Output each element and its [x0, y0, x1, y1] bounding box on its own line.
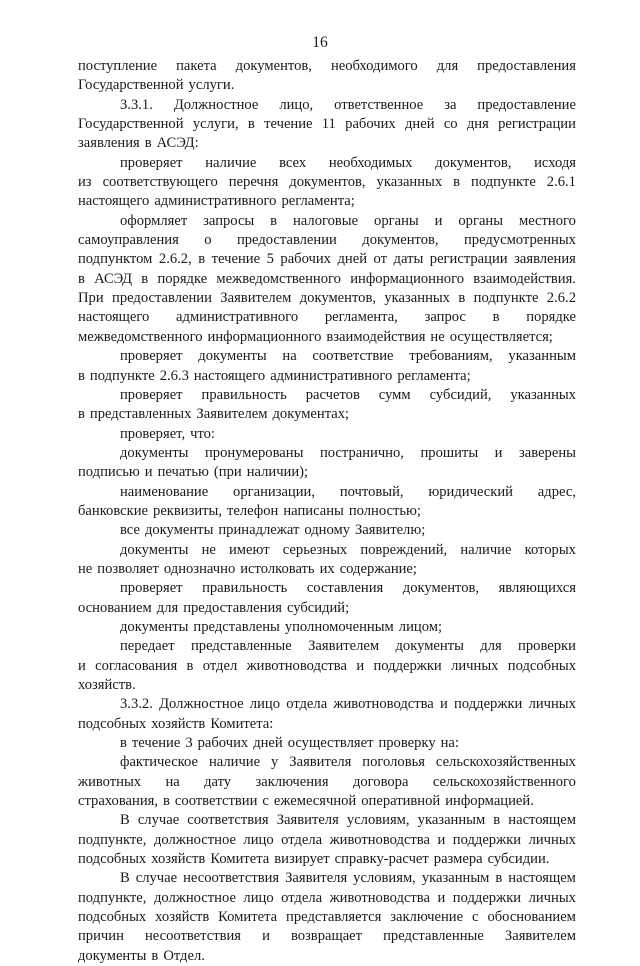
text-line: банковские реквизиты, телефон написаны полностью; — [78, 502, 421, 519]
text-line: подсобных хозяйств Комитета представляется заключение с обоснованием — [78, 909, 576, 926]
text-line: хозяйств. — [78, 677, 136, 693]
text-line: проверяет, что: — [120, 425, 215, 442]
text-line: При предоставлении Заявителем документов, указанных в подпункте 2.6.2 — [78, 290, 576, 307]
text-line: поступление пакета документов, необходимого для предоставления — [78, 58, 576, 74]
text-line: настоящего административного регламента, запрос в порядке — [78, 309, 576, 326]
text-line: передает представленные Заявителем документы для проверки — [120, 638, 576, 655]
text-line: В случае несоответствия Заявителя условиям, указанным в настоящем — [120, 870, 576, 887]
text-line: 3.3.1. Должностное лицо, ответственное за предоставление — [120, 96, 576, 113]
text-line: подсобных хозяйств Комитета визирует справку-расчет размера субсидии. — [78, 851, 550, 868]
text-line: из соответствующего перечня документов, указанных в подпункте 2.6.1 — [78, 174, 576, 191]
text-line: документы представлены уполномоченным лицом; — [120, 618, 443, 635]
text-line: проверяет правильность составления документов, являющихся — [120, 580, 576, 597]
text-line: страхования, в соответствии с ежемесячной оперативной информацией. — [78, 793, 534, 810]
text-line: в подпункте 2.6.3 настоящего административного регламента; — [78, 367, 471, 384]
text-line: все документы принадлежат одному Заявителю; — [120, 522, 426, 539]
text-line: наименование организации, почтовый, юридический адрес, — [120, 483, 576, 500]
text-line: 3.3.2. Должностное лицо отдела животноводства и поддержки личных — [120, 696, 576, 713]
text-line: заявления в АСЭД: — [78, 135, 199, 152]
text-line: в течение 3 рабочих дней осуществляет проверку на: — [120, 735, 459, 752]
text-line: основанием для предоставления субсидий; — [78, 599, 350, 616]
text-line: настоящего административного регламента; — [78, 193, 355, 210]
text-line: проверяет наличие всех необходимых документов, исходя — [120, 154, 576, 171]
text-line: документы в Отдел. — [78, 947, 205, 964]
text-line: причин несоответствия и возвращает представленные Заявителем — [78, 928, 576, 945]
text-line: Государственной услуги. — [78, 77, 235, 94]
text-line: подпунктом 2.6.2, в течение 5 рабочих дней от даты регистрации заявления — [78, 251, 576, 268]
text-line: и согласования в отдел животноводства и поддержки личных подсобных — [78, 657, 576, 674]
text-line: подпункте, должностное лицо отдела животноводства и поддержки личных — [78, 831, 576, 848]
text-line: проверяет документы на соответствие требованиям, указанным — [120, 348, 576, 365]
text-line: подсобных хозяйств Комитета: — [78, 715, 274, 732]
text-line: Государственной услуги, в течение 11 рабочих дней со дня регистрации — [78, 116, 576, 133]
document-text — [78, 57, 576, 966]
page-number: 16 — [312, 34, 328, 51]
text-line: документы не имеют серьезных повреждений, наличие которых — [120, 541, 576, 558]
text-line: оформляет запросы в налоговые органы и органы местного — [120, 212, 576, 229]
text-line: животных на дату заключения договора сельскохозяйственного — [78, 773, 576, 790]
text-line: подписью и печатью (при наличии); — [78, 464, 309, 481]
text-line: в АСЭД в порядке межведомственного информационного взаимодействия. — [78, 270, 576, 287]
text-line: в представленных Заявителем документах; — [78, 406, 350, 423]
text-line: межведомственного информационного взаимодействия не осуществляется; — [78, 328, 553, 345]
text-line: документы пронумерованы постранично, прошиты и заверены — [120, 444, 576, 461]
text-line: подпункте, должностное лицо отдела животноводства и поддержки личных — [78, 889, 576, 906]
text-line: фактическое наличие у Заявителя поголовья сельскохозяйственных — [120, 754, 576, 771]
text-line: самоуправления о предоставлении документов, предусмотренных — [78, 232, 576, 249]
text-line: проверяет правильность расчетов сумм субсидий, указанных — [120, 386, 576, 403]
text-line: В случае соответствия Заявителя условиям, указанным в настоящем — [120, 812, 576, 829]
text-line: не позволяет однозначно истолковать их содержание; — [78, 560, 417, 577]
